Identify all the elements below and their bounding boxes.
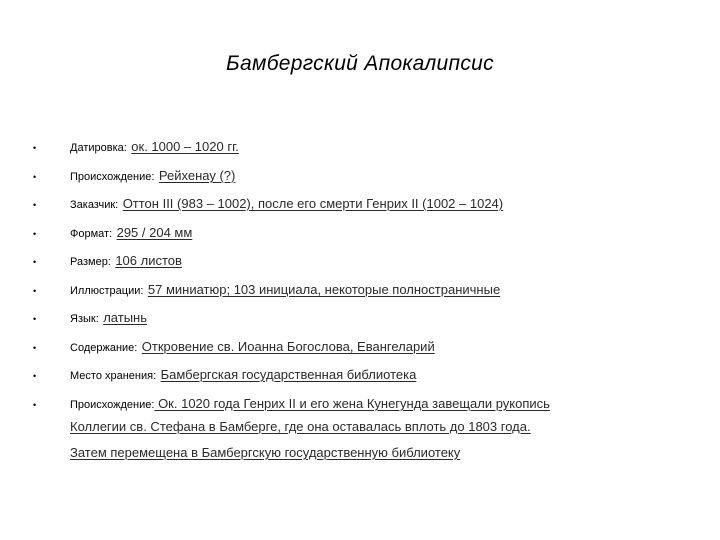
bullet: • [33,400,37,410]
item-value: латынь [103,310,147,325]
item-label: Иллюстрации: [70,285,144,297]
item-value: 57 миниатюр; 103 инициала, некоторые полностраничные [147,282,501,297]
bullet: • [33,343,37,353]
item-label: Происхождение: [70,171,155,183]
bullet: • [33,143,37,153]
item-value: Откровение св. Иоанна Богослова, Евангеларий [141,339,435,354]
item-label: Язык: [70,313,99,325]
list-item-location [0,366,720,386]
page-title: Бамбергский Апокалипсис [226,52,494,75]
list-item-size [0,252,720,272]
item-value: ок. 1000 – 1020 гг. [131,139,239,154]
list-item-contents [0,338,720,358]
item-label: Размер: [70,256,111,268]
bullet: • [33,229,37,239]
list-item-patron [0,195,720,215]
list-item-provenance [0,395,720,415]
list-item-dating [0,138,720,158]
list-item-illustrations [0,281,720,301]
list-item-format [0,224,720,244]
bullet: • [33,371,37,381]
item-label: Датировка: [70,142,127,154]
item-label: Происхождение: [70,399,155,411]
provenance-continuation: Коллегии св. Стефана в Бамберге, где она оставалась вплоть до 1803 года. [70,419,531,434]
bullet: • [33,200,37,210]
provenance-continuation: Затем перемещена в Бамбергскую государственную библиотеку [70,445,461,460]
bullet: • [33,172,37,182]
bullet: • [33,286,37,296]
list-item-language [0,309,720,329]
bullet: • [33,314,37,324]
item-value: 106 листов [115,253,182,268]
item-value: Бамбергская государственная библиотека [160,367,417,382]
item-value: Ок. 1020 года Генрих II и его жена Кунегунда завещали рукопись [154,396,550,411]
item-value: 295 / 204 мм [116,225,193,240]
item-value: Оттон III (983 – 1002), после его смерти Генрих II (1002 – 1024) [122,196,504,211]
item-label: Формат: [70,228,113,240]
item-label: Содержание: [70,342,138,354]
item-value: Рейхенау (?) [158,168,236,183]
item-label: Место хранения: [70,370,157,382]
bullet: • [33,257,37,267]
list-item-origin [0,167,720,187]
item-label: Заказчик: [70,199,119,211]
